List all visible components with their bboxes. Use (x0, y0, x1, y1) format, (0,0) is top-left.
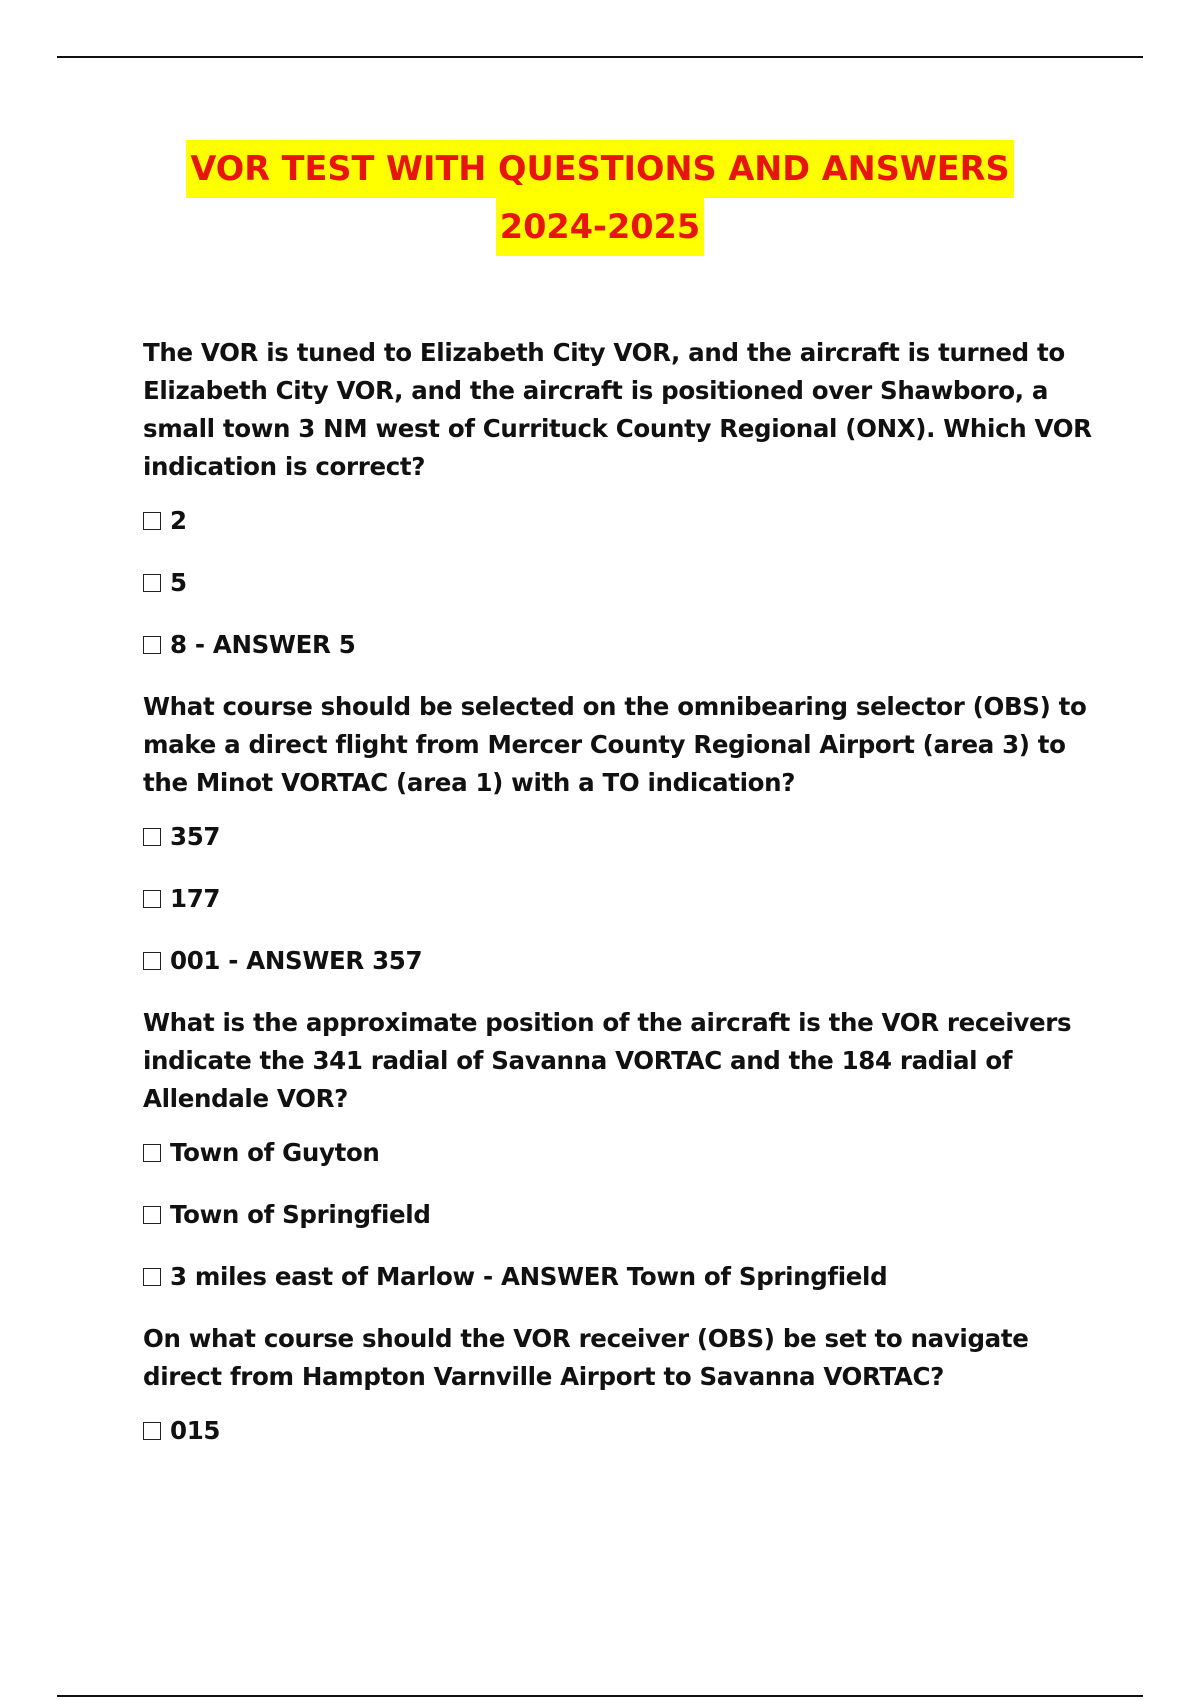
question-3-option-2[interactable] (143, 1196, 1093, 1234)
question-3-text: What is the approximate position of the aircraft is the VOR receivers indicate the 341 radial of Savanna VORTAC and the 184 radial of Allendale VOR? (143, 1008, 1072, 1113)
option-label: 357 (170, 822, 221, 851)
checkbox-icon[interactable] (143, 1422, 161, 1440)
checkbox-icon[interactable] (143, 890, 161, 908)
question-4-option-1[interactable] (143, 1412, 1093, 1450)
question-2-option-2[interactable] (143, 880, 1093, 918)
checkbox-icon[interactable] (143, 574, 161, 592)
question-1-text: The VOR is tuned to Elizabeth City VOR, and the aircraft is turned to Elizabeth City VOR, and the aircraft is positioned over Shawboro, a small town 3 NM west of Currituck County Regional (ONX). Which VOR indication is correct? (143, 338, 1092, 481)
question-2-option-1[interactable] (143, 818, 1093, 856)
checkbox-icon[interactable] (143, 952, 161, 970)
top-rule (57, 56, 1143, 58)
question-2-text: What course should be selected on the omnibearing selector (OBS) to make a direct flight from Mercer County Regional Airport (area 3) to the Minot VORTAC (area 1) with a TO indication? (143, 692, 1087, 797)
question-1-option-3[interactable] (143, 626, 1093, 664)
option-label: 177 (170, 884, 221, 913)
checkbox-icon[interactable] (143, 512, 161, 530)
question-1-option-2[interactable] (143, 564, 1093, 602)
question-2-option-3[interactable] (143, 942, 1093, 980)
checkbox-icon[interactable] (143, 636, 161, 654)
option-label: 8 - ANSWER 5 (170, 630, 356, 659)
option-label: 001 - ANSWER 357 (170, 946, 423, 975)
bottom-rule (57, 1695, 1143, 1697)
option-label: 2 (170, 506, 187, 535)
option-label: 3 miles east of Marlow - ANSWER Town of Springfield (170, 1262, 888, 1291)
option-label: 5 (170, 568, 187, 597)
title-line-1: VOR TEST WITH QUESTIONS AND ANSWERS (186, 140, 1013, 198)
question-3-option-3[interactable] (143, 1258, 1093, 1296)
option-label: Town of Guyton (170, 1138, 380, 1167)
question-4-text: On what course should the VOR receiver (OBS) be set to navigate direct from Hampton Varnville Airport to Savanna VORTAC? (143, 1324, 1029, 1391)
option-label: 015 (170, 1416, 221, 1445)
checkbox-icon[interactable] (143, 1268, 161, 1286)
title-line-2: 2024-2025 (496, 198, 704, 256)
document-title (0, 140, 1200, 256)
question-list (143, 334, 1093, 1474)
checkbox-icon[interactable] (143, 828, 161, 846)
checkbox-icon[interactable] (143, 1206, 161, 1224)
question-3-option-1[interactable] (143, 1134, 1093, 1172)
question-1-option-1[interactable] (143, 502, 1093, 540)
option-label: Town of Springfield (170, 1200, 431, 1229)
checkbox-icon[interactable] (143, 1144, 161, 1162)
